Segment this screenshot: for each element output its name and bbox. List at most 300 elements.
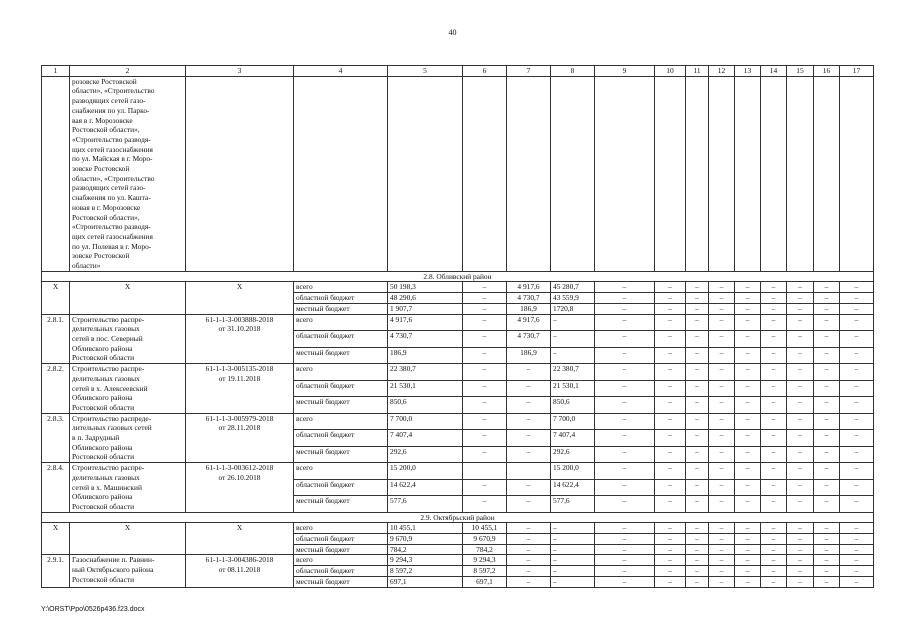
value-col-12: –: [709, 293, 735, 304]
column-header-7: 7: [507, 66, 551, 77]
column-header-8: 8: [551, 66, 595, 77]
value-col-9: –: [595, 496, 655, 513]
value-col-9: –: [595, 446, 655, 463]
value-col-15: –: [787, 364, 814, 381]
value-col-6: –: [463, 331, 507, 348]
value-col-7: –: [507, 576, 551, 587]
table-row: [42, 463, 874, 480]
value-col-7: 4 917,6: [507, 314, 551, 331]
value-col-15: –: [787, 413, 814, 430]
value-col-16: –: [814, 282, 840, 293]
value-col-17: –: [840, 314, 874, 331]
investment-table: [41, 65, 874, 588]
value-col-15: –: [787, 380, 814, 397]
value-col-9: –: [595, 523, 655, 534]
item-number: Х: [42, 523, 70, 555]
value-col-7: 186,9: [507, 303, 551, 314]
value-col-7: 4 917,6: [507, 282, 551, 293]
value-col-14: –: [761, 463, 787, 480]
value-col-10: –: [655, 534, 686, 545]
value-col-8: 45 280,7: [551, 282, 595, 293]
value-col-6: –: [463, 397, 507, 414]
value-col-15: –: [787, 282, 814, 293]
value-col-12: –: [709, 314, 735, 331]
column-header-6: 6: [463, 66, 507, 77]
value-col-12: –: [709, 303, 735, 314]
column-header-10: 10: [655, 66, 686, 77]
value-col-10: –: [655, 303, 686, 314]
value-col-9: –: [595, 380, 655, 397]
budget-label: всего: [294, 282, 388, 293]
item-number: 2.9.1.: [42, 555, 70, 587]
value-col-16: –: [814, 479, 840, 496]
value-col-9: –: [595, 479, 655, 496]
value-col-13: –: [735, 430, 761, 447]
column-header-3: 3: [186, 66, 294, 77]
value-col-10: –: [655, 364, 686, 381]
value-col-14: –: [761, 555, 787, 566]
value-col-14: –: [761, 331, 787, 348]
value-col-11: –: [686, 364, 709, 381]
value-col-5: 10 455,1: [388, 523, 463, 534]
file-path-footer: Y:\ORST\Ppo\0526p436.f23.docx: [41, 606, 145, 613]
value-col-6: 9 670,9: [463, 534, 507, 545]
value-col-7: –: [507, 364, 551, 381]
value-col-16: –: [814, 576, 840, 587]
value-col-6: –: [463, 364, 507, 381]
value-col-17: –: [840, 463, 874, 480]
value-col-17: –: [840, 380, 874, 397]
item-name: Газоснабжение п. Равнин- ный Октябрьского района Ростовской области: [70, 555, 186, 587]
value-col-16: –: [814, 496, 840, 513]
continuation-row: [42, 76, 874, 271]
section-heading-row: [42, 512, 874, 523]
value-col-9: –: [595, 282, 655, 293]
value-col-5: 21 530,1: [388, 380, 463, 397]
value-col-15: –: [787, 555, 814, 566]
value-col-14: –: [761, 314, 787, 331]
registry-code: 61-1-1-3-005135-2018 от 19.11.2018: [186, 364, 294, 414]
value-col-6: 9 294,3: [463, 555, 507, 566]
value-col-12: –: [709, 566, 735, 577]
value-col-16: –: [814, 380, 840, 397]
value-col-12: –: [709, 555, 735, 566]
value-col-17: –: [840, 479, 874, 496]
value-col-14: –: [761, 479, 787, 496]
value-col-10: –: [655, 293, 686, 304]
value-col-10: –: [655, 347, 686, 364]
value-col-9: –: [595, 293, 655, 304]
value-col-8: –: [551, 566, 595, 577]
value-col-6: –: [463, 446, 507, 463]
value-col-7: –: [507, 496, 551, 513]
value-col-9: –: [595, 331, 655, 348]
value-col-8: 15 200,0: [551, 463, 595, 480]
value-col-16: –: [814, 314, 840, 331]
value-col-7: –: [507, 534, 551, 545]
value-col-11: –: [686, 463, 709, 480]
value-col-10: –: [655, 555, 686, 566]
value-col-14: –: [761, 293, 787, 304]
page-number: 40: [448, 28, 457, 37]
value-col-6: 10 455,1: [463, 523, 507, 534]
budget-label: всего: [294, 523, 388, 534]
value-col-17: –: [840, 544, 874, 555]
value-col-10: –: [655, 446, 686, 463]
value-col-9: –: [595, 397, 655, 414]
value-col-14: –: [761, 347, 787, 364]
value-col-15: –: [787, 331, 814, 348]
value-col-15: –: [787, 397, 814, 414]
registry-code: Х: [186, 282, 294, 314]
value-col-11: –: [686, 347, 709, 364]
value-col-11: –: [686, 380, 709, 397]
budget-label: местный бюджет: [294, 496, 388, 513]
value-col-14: –: [761, 544, 787, 555]
value-col-17: –: [840, 496, 874, 513]
value-col-5: 9 294,3: [388, 555, 463, 566]
value-col-9: –: [595, 463, 655, 480]
table-row: [42, 523, 874, 534]
section-heading-row: [42, 271, 874, 282]
value-col-15: –: [787, 314, 814, 331]
value-col-11: –: [686, 566, 709, 577]
value-col-9: –: [595, 430, 655, 447]
value-col-9: –: [595, 534, 655, 545]
value-col-7: –: [507, 446, 551, 463]
item-name: Строительство распре- делительных газовых сетей в пос. Северный Обливского района Ростовской области: [70, 314, 186, 364]
value-col-9: –: [595, 303, 655, 314]
value-col-13: –: [735, 555, 761, 566]
value-col-10: –: [655, 479, 686, 496]
registry-code: 61-1-1-3-003888-2018 от 31.10.2018: [186, 314, 294, 364]
value-col-7: –: [507, 397, 551, 414]
registry-code: 61-1-1-3-003612-2018 от 26.10.2018: [186, 463, 294, 513]
value-col-14: –: [761, 576, 787, 587]
value-col-6: –: [463, 496, 507, 513]
value-col-17: –: [840, 523, 874, 534]
item-number: 2.8.4.: [42, 463, 70, 513]
budget-label: областной бюджет: [294, 293, 388, 304]
value-col-16: –: [814, 566, 840, 577]
table-row: [42, 314, 874, 331]
value-col-15: –: [787, 566, 814, 577]
value-col-12: –: [709, 413, 735, 430]
value-col-12: –: [709, 364, 735, 381]
value-col-11: –: [686, 331, 709, 348]
value-col-11: –: [686, 534, 709, 545]
value-col-13: –: [735, 534, 761, 545]
budget-label: всего: [294, 364, 388, 381]
value-col-10: –: [655, 380, 686, 397]
value-col-8: 7 407,4: [551, 430, 595, 447]
item-number: 2.8.1.: [42, 314, 70, 364]
value-col-13: –: [735, 446, 761, 463]
value-col-13: –: [735, 331, 761, 348]
budget-label: всего: [294, 314, 388, 331]
value-col-6: –: [463, 293, 507, 304]
value-col-8: –: [551, 544, 595, 555]
budget-label: всего: [294, 555, 388, 566]
item-name: Х: [70, 282, 186, 314]
item-name: Строительство распреде- лительных газовых сетей в п. Задрудный Обливского района Ростовской области: [70, 413, 186, 463]
value-col-16: –: [814, 364, 840, 381]
value-col-12: –: [709, 534, 735, 545]
value-col-6: –: [463, 479, 507, 496]
value-col-12: –: [709, 380, 735, 397]
value-col-6: –: [463, 430, 507, 447]
value-col-7: –: [507, 566, 551, 577]
value-col-14: –: [761, 303, 787, 314]
value-col-8: –: [551, 331, 595, 348]
value-col-11: –: [686, 282, 709, 293]
column-number-row: [42, 66, 874, 77]
value-col-14: –: [761, 430, 787, 447]
value-col-12: –: [709, 446, 735, 463]
value-col-12: –: [709, 430, 735, 447]
value-col-14: –: [761, 380, 787, 397]
value-col-16: –: [814, 523, 840, 534]
value-col-12: –: [709, 496, 735, 513]
value-col-5: 9 670,9: [388, 534, 463, 545]
value-col-15: –: [787, 446, 814, 463]
value-col-17: –: [840, 282, 874, 293]
value-col-8: 577,6: [551, 496, 595, 513]
value-col-5: 15 200,0: [388, 463, 463, 480]
value-col-14: –: [761, 282, 787, 293]
value-col-15: –: [787, 496, 814, 513]
value-col-13: –: [735, 576, 761, 587]
registry-code: Х: [186, 523, 294, 555]
value-col-15: –: [787, 293, 814, 304]
value-col-8: 292,6: [551, 446, 595, 463]
value-col-15: –: [787, 463, 814, 480]
value-col-8: –: [551, 347, 595, 364]
value-col-8: –: [551, 523, 595, 534]
value-col-17: –: [840, 397, 874, 414]
registry-code: 61-1-1-3-004386-2018 от 08.11.2018: [186, 555, 294, 587]
value-col-8: 43 559,9: [551, 293, 595, 304]
value-col-14: –: [761, 397, 787, 414]
value-col-16: –: [814, 430, 840, 447]
value-col-15: –: [787, 303, 814, 314]
value-col-13: –: [735, 347, 761, 364]
value-col-9: –: [595, 413, 655, 430]
column-header-12: 12: [709, 66, 735, 77]
column-header-9: 9: [595, 66, 655, 77]
value-col-13: –: [735, 496, 761, 513]
value-col-14: –: [761, 364, 787, 381]
value-col-11: –: [686, 413, 709, 430]
value-col-16: –: [814, 446, 840, 463]
value-col-5: 48 290,6: [388, 293, 463, 304]
value-col-11: –: [686, 479, 709, 496]
section-title: 2.9. Октябрьский район: [42, 512, 874, 523]
column-header-16: 16: [814, 66, 840, 77]
value-col-17: –: [840, 555, 874, 566]
value-col-6: –: [463, 303, 507, 314]
budget-label: местный бюджет: [294, 303, 388, 314]
value-col-13: –: [735, 364, 761, 381]
value-col-17: –: [840, 303, 874, 314]
value-col-12: –: [709, 397, 735, 414]
budget-label: областной бюджет: [294, 430, 388, 447]
value-col-6: 784,2: [463, 544, 507, 555]
value-col-13: –: [735, 413, 761, 430]
column-header-2: 2: [70, 66, 186, 77]
value-col-10: –: [655, 413, 686, 430]
value-col-6: –: [463, 347, 507, 364]
value-col-16: –: [814, 397, 840, 414]
value-col-14: –: [761, 446, 787, 463]
value-col-7: 4 730,7: [507, 331, 551, 348]
value-col-17: –: [840, 566, 874, 577]
value-col-8: 850,6: [551, 397, 595, 414]
value-col-15: –: [787, 576, 814, 587]
value-col-11: –: [686, 303, 709, 314]
continuation-description: розовске Ростовской области», «Строительство разводящих сетей газо- снабжения по ул. Парко- вая в г. Морозовске Ростовской области», «Строительство разводя- щих сетей газоснабжения по ул. Майская в г. Моро- зовске Ростовской области», «Строительство разводящих сетей газо- снабжения по ул. Кашта- новая в г. Морозовске Ростовской области», «Строительство разводя- щих сетей газоснабжения по ул. Полевая в г. Моро- зовске Ростовской области»: [70, 76, 186, 271]
column-header-1: 1: [42, 66, 70, 77]
value-col-5: 7 407,4: [388, 430, 463, 447]
column-header-15: 15: [787, 66, 814, 77]
value-col-16: –: [814, 413, 840, 430]
value-col-11: –: [686, 397, 709, 414]
value-col-13: –: [735, 380, 761, 397]
value-col-8: 21 530,1: [551, 380, 595, 397]
value-col-10: –: [655, 397, 686, 414]
table-row: [42, 413, 874, 430]
value-col-15: –: [787, 479, 814, 496]
column-header-17: 17: [840, 66, 874, 77]
value-col-11: –: [686, 430, 709, 447]
table-row: [42, 282, 874, 293]
value-col-5: 7 700,0: [388, 413, 463, 430]
item-name: Х: [70, 523, 186, 555]
value-col-12: –: [709, 463, 735, 480]
value-col-8: 14 622,4: [551, 479, 595, 496]
value-col-9: –: [595, 576, 655, 587]
value-col-13: –: [735, 293, 761, 304]
value-col-10: –: [655, 314, 686, 331]
value-col-16: –: [814, 544, 840, 555]
value-col-16: –: [814, 293, 840, 304]
value-col-9: –: [595, 566, 655, 577]
value-col-12: –: [709, 282, 735, 293]
value-col-12: –: [709, 523, 735, 534]
value-col-5: 697,1: [388, 576, 463, 587]
value-col-13: –: [735, 523, 761, 534]
value-col-15: –: [787, 430, 814, 447]
item-number: 2.8.3.: [42, 413, 70, 463]
value-col-7: 4 730,7: [507, 293, 551, 304]
value-col-16: –: [814, 303, 840, 314]
section-title: 2.8. Обливский район: [42, 271, 874, 282]
budget-label: областной бюджет: [294, 479, 388, 496]
value-col-11: –: [686, 446, 709, 463]
column-header-13: 13: [735, 66, 761, 77]
value-col-13: –: [735, 463, 761, 480]
value-col-16: –: [814, 555, 840, 566]
value-col-6: –: [463, 380, 507, 397]
value-col-5: 8 597,2: [388, 566, 463, 577]
value-col-14: –: [761, 413, 787, 430]
value-col-17: –: [840, 534, 874, 545]
value-col-17: –: [840, 446, 874, 463]
value-col-10: –: [655, 544, 686, 555]
table-row: [42, 364, 874, 381]
value-col-11: –: [686, 523, 709, 534]
value-col-15: –: [787, 523, 814, 534]
budget-label: областной бюджет: [294, 331, 388, 348]
value-col-8: –: [551, 555, 595, 566]
budget-label: местный бюджет: [294, 446, 388, 463]
value-col-6: [463, 463, 507, 480]
value-col-5: 577,6: [388, 496, 463, 513]
value-col-11: –: [686, 576, 709, 587]
value-col-14: –: [761, 566, 787, 577]
value-col-12: –: [709, 479, 735, 496]
value-col-14: –: [761, 523, 787, 534]
value-col-5: 784,2: [388, 544, 463, 555]
value-col-6: –: [463, 282, 507, 293]
value-col-6: –: [463, 314, 507, 331]
value-col-12: –: [709, 347, 735, 364]
value-col-8: 1720,8: [551, 303, 595, 314]
value-col-7: –: [507, 544, 551, 555]
value-col-5: 186,9: [388, 347, 463, 364]
value-col-17: –: [840, 430, 874, 447]
value-col-11: –: [686, 544, 709, 555]
budget-label: областной бюджет: [294, 566, 388, 577]
value-col-12: –: [709, 544, 735, 555]
column-header-14: 14: [761, 66, 787, 77]
value-col-5: 4 917,6: [388, 314, 463, 331]
value-col-16: –: [814, 463, 840, 480]
value-col-17: –: [840, 331, 874, 348]
value-col-17: –: [840, 347, 874, 364]
value-col-10: –: [655, 282, 686, 293]
value-col-11: –: [686, 496, 709, 513]
value-col-5: 14 622,4: [388, 479, 463, 496]
value-col-10: –: [655, 576, 686, 587]
registry-code: 61-1-1-3-005979-2018 от 28.11.2018: [186, 413, 294, 463]
value-col-17: –: [840, 293, 874, 304]
column-header-4: 4: [294, 66, 388, 77]
value-col-13: –: [735, 566, 761, 577]
value-col-8: 7 700,0: [551, 413, 595, 430]
value-col-17: –: [840, 413, 874, 430]
continuation-num-cell: [42, 76, 70, 271]
value-col-5: 1 907,7: [388, 303, 463, 314]
value-col-8: –: [551, 534, 595, 545]
value-col-6: –: [463, 413, 507, 430]
budget-label: областной бюджет: [294, 380, 388, 397]
value-col-17: –: [840, 576, 874, 587]
value-col-5: 22 380,7: [388, 364, 463, 381]
value-col-15: –: [787, 534, 814, 545]
value-col-15: –: [787, 544, 814, 555]
value-col-7: –: [507, 413, 551, 430]
value-col-5: 50 198,3: [388, 282, 463, 293]
value-col-11: –: [686, 555, 709, 566]
value-col-7: –: [507, 555, 551, 566]
table-row: [42, 555, 874, 566]
value-col-10: –: [655, 523, 686, 534]
value-col-16: –: [814, 331, 840, 348]
value-col-5: 850,6: [388, 397, 463, 414]
value-col-5: 292,6: [388, 446, 463, 463]
value-col-13: –: [735, 397, 761, 414]
